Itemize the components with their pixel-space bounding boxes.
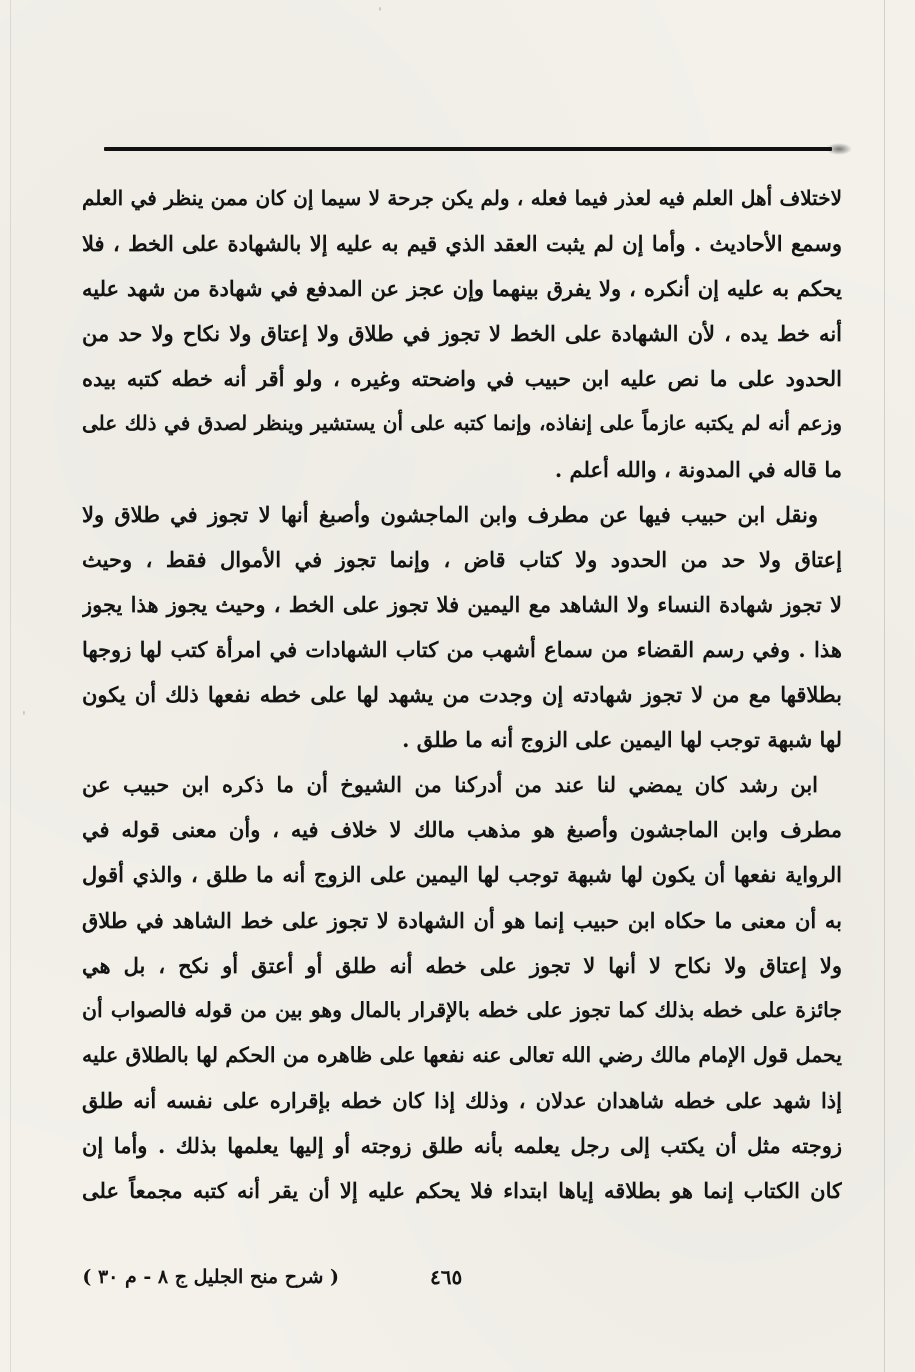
scan-edge-line [884,0,885,1372]
text-line: به أن معنى ما حكاه ابن حبيب إنما هو أن الشهادة لا تجوز على خط الشاهد في طلاق [82,907,842,933]
text-line: ما قاله في المدونة ، والله أعلم . [554,456,842,482]
page-footer [0,1262,915,1292]
footer-book-title: ( شرح منح الجليل ج ٨ - م ٣٠ ) [82,1266,339,1288]
text-line: كان الكتاب إنما هو بطلاقه إياها ابتداء فلا يحكم عليه إلا أن يقر أنه كتبه مجمعاً على [82,1178,842,1204]
text-line: وزعم أنه لم يكتبه عازماً على إنفاذه، وإنما كتبه على أن يستشير وينظر لصدق في ذلك على [82,411,842,436]
text-line: ونقل ابن حبيب فيها عن مطرف وابن الماجشون وأصبغ أنها لا تجوز في طلاق ولا [82,501,818,527]
page-number: ٤٦٥ [430,1265,463,1289]
text-line: لاختلاف أهل العلم فيه لعذر فيما فعله ، ولم يكن جرحة لا سيما إن كان ممن ينظر في العلم [82,186,842,210]
text-line: وسمع الأحاديث . وأما إن لم يثبت العقد الذي قيم به عليه إلا بالشهادة على الخط ، فلا [82,231,842,257]
text-line: زوجته مثل أن يكتب إلى رجل يعلمه بأنه طلق زوجته أو إليها يعلمها بذلك . وأما إن [82,1132,842,1158]
text-line: لا تجوز شهادة النساء ولا الشاهد مع اليمين فلا تجوز على الخط ، وحيث يجوز هذا يجوز [82,591,842,617]
scan-speck: ˈ [22,710,26,726]
text-line: ولا إعتاق ولا نكاح لا أنها لا تجوز على خطه أنه طلق أو أعتق أو نكح ، بل هي [82,952,842,978]
text-line: الحدود على ما نص عليه ابن حبيب في واضحته وغيره ، ولو أقر أنه خطه كتبه بيده [82,366,842,392]
text-line: أنه خط يده ، لأن الشهادة على الخط لا تجوز في طلاق ولا إعتاق ولا نكاح ولا حد من [82,321,842,347]
text-line: ابن رشد كان يمضي لنا عند من أدركنا من الشيوخ أن ما ذكره ابن حبيب عن [82,772,818,798]
header-rule [104,147,832,151]
text-line: يحمل قول الإمام مالك رضي الله تعالى عنه نفعها على ظاهره من الحكم لها بالطلاق عليه [82,1042,842,1067]
text-line: يحكم به عليه إن أنكره ، ولا يفرق بينهما وإن عجز عن المدفع في شهادة من شهد عليه [82,276,842,302]
text-line: إذا شهد على خطه شاهدان عدلان ، وذلك إذا كان خطه بإقراره على نفسه أنه طلق [82,1087,842,1113]
body-text [82,176,842,1213]
text-line: إعتاق ولا حد من الحدود ولا كتاب قاض ، وإنما تجوز في الأموال فقط ، وحيث [82,546,842,572]
text-line: جائزة على خطه بذلك كما تجوز على خطه بالإقرار بالمال وهو بين من قوله فالصواب أن [82,997,842,1022]
scan-speck: ˈ [378,6,382,22]
text-line: لها شبهة توجب لها اليمين على الزوج أنه ما طلق . [402,727,842,753]
text-line: هذا . وفي رسم القضاء من سماع أشهب من كتاب الشهادات في امرأة كتب لها زوجها [82,636,842,662]
text-line: بطلاقها مع من لا تجوز شهادته إن وجدت من يشهد لها على خطه نفعها ذلك أن يكون [82,682,842,708]
scan-edge-line [10,0,11,1372]
text-line: مطرف وابن الماجشون وأصبغ هو مذهب مالك لا خلاف فيه ، وأن معنى قوله في [82,817,842,843]
text-line: الرواية نفعها أن يكون لها شبهة توجب لها اليمين على الزوج أنه ما طلق ، والذي أقول [82,862,842,888]
ink-smudge [826,143,852,155]
